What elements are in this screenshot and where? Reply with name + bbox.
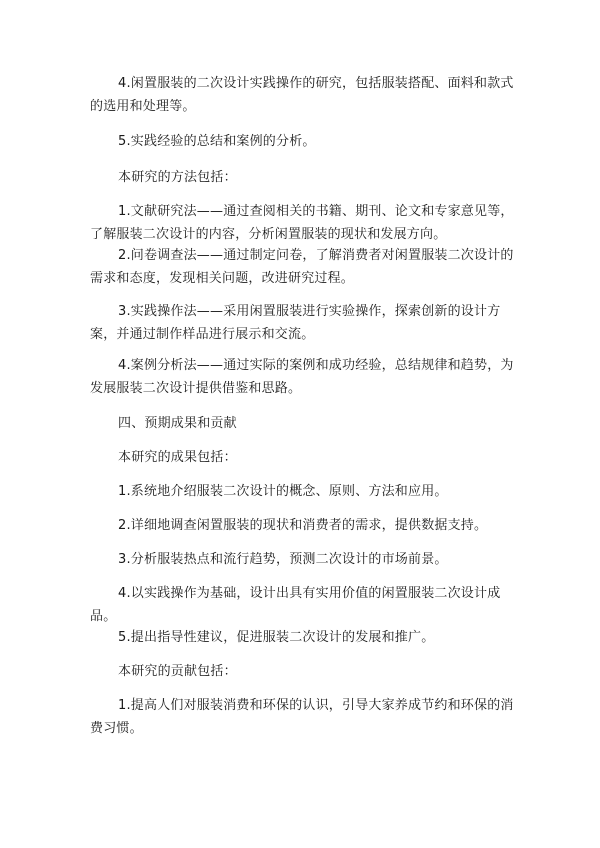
paragraph-item-5-summary: 5.实践经验的总结和案例的分析。 [118,134,316,149]
paragraph-outcome-3: 3.分析服装热点和流行趋势，预测二次设计的市场前景。 [118,552,448,567]
paragraph-outcome-5: 5.提出指导性建议，促进服装二次设计的发展和推广。 [118,630,435,645]
paragraph-outcome-2: 2.详细地调查闲置服装的现状和消费者的需求，提供数据支持。 [118,518,488,533]
paragraph-contributions-intro: 本研究的贡献包括： [118,664,237,679]
paragraph-method-practice: 3.实践操作法——采用闲置服装进行实验操作，探索创新的设计方案，并通过制作样品进行展示和交流。 [90,304,501,342]
paragraph-method-literature: 1.文献研究法——通过查阅相关的书籍、期刊、论文和专家意见等，了解服装二次设计的内容，分析闲置服装的现状和发展方向。 [90,204,514,242]
paragraph-outcome-4: 4.以实践操作为基础，设计出具有实用价值的闲置服装二次设计成品。 [90,586,501,624]
paragraph-method-survey: 2.问卷调查法——通过制定问卷，了解消费者对闲置服装二次设计的需求和态度，发现相关问题，改进研究过程。 [90,248,514,286]
section-heading-outcomes: 四、预期成果和贡献 [118,416,237,431]
paragraph-item-4-practice: 4.闲置服装的二次设计实践操作的研究，包括服装搭配、面料和款式的选用和处理等。 [90,76,514,114]
paragraph-outcome-1: 1.系统地介绍服装二次设计的概念、原则、方法和应用。 [118,484,448,499]
paragraph-contribution-1: 1.提高人们对服装消费和环保的认识，引导大家养成节约和环保的消费习惯。 [90,698,514,736]
paragraph-outcomes-intro: 本研究的成果包括： [118,450,237,465]
paragraph-methods-intro: 本研究的方法包括： [118,170,237,185]
paragraph-method-case: 4.案例分析法——通过实际的案例和成功经验，总结规律和趋势，为发展服装二次设计提供借鉴和思路。 [90,358,514,396]
